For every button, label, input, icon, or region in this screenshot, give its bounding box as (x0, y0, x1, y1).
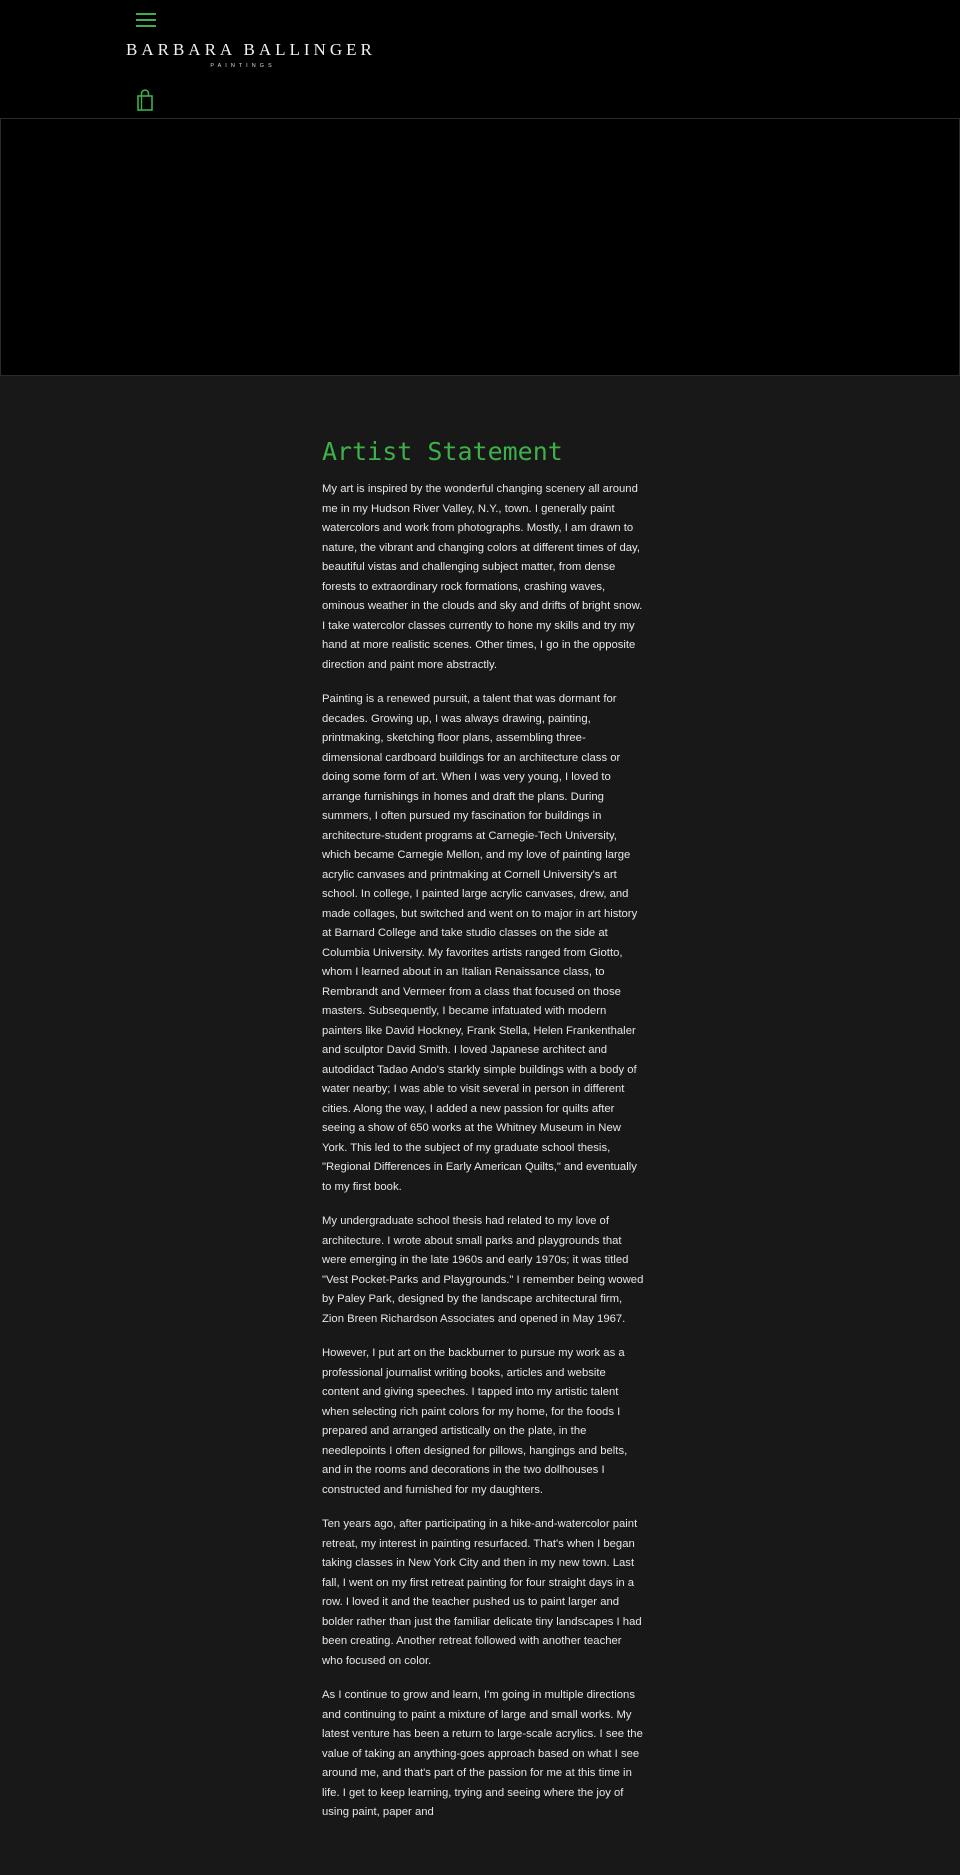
statement-paragraph-6: As I continue to grow and learn, I'm going in multiple directions and continuing to paint a mixture of large and small works. My latest venture has been a return to large-scale acrylics. I see the value of taking an anything-goes approach based on what I see around me, and that's part of the passion for me at this time in life. I get to keep learning, trying and seeing where the joy of using paint, paper and (322, 1689, 643, 1818)
statement-paragraph-4: However, I put art on the backburner to pursue my work as a professional journalist writing books, articles and website content and giving speeches. I tapped into my artistic talent when selecting rich paint colors for my home, for the foods I prepared and arranged artistically on the plate, in the needlepoints I often designed for pillows, hangings and belts, and in the rooms and decorations in the two dollhouses I constructed and furnished for my daughters. (322, 1347, 628, 1496)
page-title: Artist Statement (322, 437, 563, 466)
logo-name: BARBARA BALLINGER (126, 40, 376, 59)
statement-paragraph-3: My undergraduate school thesis had related to my love of architecture. I wrote about small parks and playgrounds that were emerging in the late 1960s and early 1970s; it was titled "Vest Pocket-Parks and Playgrounds." I remember being wowed by Paley Park, designed by the landscape architectural firm, Zion Breen Richardson Associates and opened in May 1967. (322, 1215, 644, 1325)
hamburger-menu-icon[interactable] (136, 10, 156, 28)
shopping-bag-icon[interactable] (135, 88, 155, 112)
site-header (0, 0, 960, 118)
main-content (322, 434, 644, 1838)
statement-paragraph-1: My art is inspired by the wonderful changing scenery all around me in my Hudson River Valley, N.Y., town. I generally paint watercolors and work from photographs. Mostly, I am drawn to nature, the vibrant and changing colors at different times of day, beautiful vistas and challenging subject matter, from dense forests to extraordinary rock formations, crashing waves, ominous weather in the clouds and sky and drifts of bright snow. I take watercolor classes currently to hone my skills and try my hand at more realistic scenes. Other times, I go in the opposite direction and paint more abstractly. (322, 483, 643, 671)
statement-paragraph-5: Ten years ago, after participating in a hike-and-watercolor paint retreat, my interest in painting resurfaced. That's when I began taking classes in New York City and then in my new town. Last fall, I went on my first retreat painting for four straight days in a row. I loved it and the teacher pushed us to paint larger and bolder rather than just the familiar delicate tiny landscapes I had been creating. Another retreat followed with another teacher who focused on color. (322, 1518, 642, 1667)
hero-banner (0, 118, 960, 376)
logo-tagline: PAINTINGS (210, 63, 276, 69)
site-logo[interactable] (126, 40, 376, 69)
shopping-bag-svg (135, 88, 155, 112)
statement-paragraph-2: Painting is a renewed pursuit, a talent that was dormant for decades. Growing up, I was always drawing, painting, printmaking, sketching floor plans, assembling three-dimensional cardboard buildings for an architecture class or doing some form of art. When I was very young, I loved to arrange furnishings in homes and draft the plans. During summers, I often pursued my fascination for buildings in architecture-student programs at Carnegie-Tech University, which became Carnegie Mellon, and my love of painting large acrylic canvases and printmaking at Cornell University's art school. In college, I painted large acrylic canvases, drew, and made collages, but switched and went on to major in art history at Barnard College and take studio classes on the side at Columbia University. My favorites artists ranged from Giotto, whom I learned about in an Italian Renaissance class, to Rembrandt and Vermeer from a class that focused on those masters. Subsequently, I became infatuated with modern painters like David Hockney, Frank Stella, Helen Frankenthaler and sculptor David Smith. I loved Japanese architect and autodidact Tadao Ando's starkly simple buildings with a body of water nearby; I was able to visit several in person in different cities. Along the way, I added a new passion for quilts after seeing a show of 650 works at the Whitney Museum in New York. This led to the subject of my graduate school thesis, "Regional Differences in Early American Quilts," and eventually to my first book. (322, 693, 638, 1193)
